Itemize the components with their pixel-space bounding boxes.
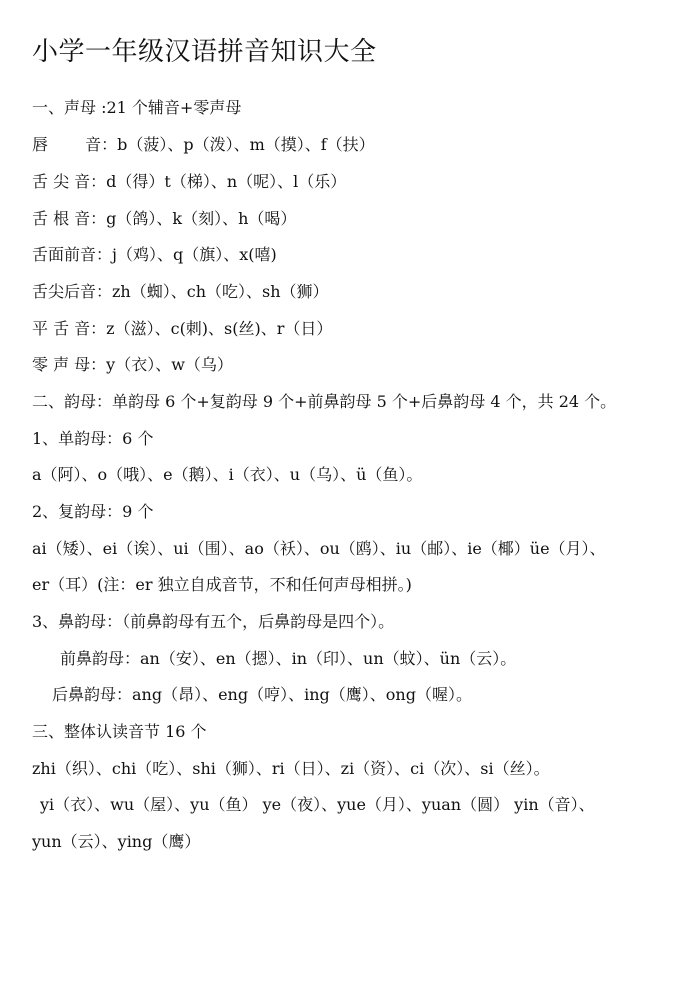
zhengti-line-2: yi（衣）、wu（屋）、yu（鱼） ye（夜）、yue（月）、yuan（圆） yin（音）、 [40,795,595,814]
shengmu-line-flat-tongue: 平 舌 音：z（滋）、c(刺)、s(丝)、r（日） [32,319,333,338]
qian-bi-yunmu-line: 前鼻韵母：an（安）、en（摁）、in（印）、un（蚊）、ün（云）。 [60,649,517,668]
dan-yunmu-line: a（阿）、o（哦）、e（鹅）、i（衣）、u（乌）、ü（鱼）。 [32,465,423,484]
zhengti-line-3: yun（云）、ying（鹰） [32,832,201,851]
shengmu-heading: 一、声母 :21 个辅音+零声母 [32,98,242,117]
bi-yunmu-heading: 3、鼻韵母：（前鼻韵母有五个，后鼻韵母是四个）。 [32,612,395,631]
shengmu-line-zero-initial: 零 声 母：y（衣）、w（乌） [32,355,233,374]
shengmu-line-tongue-root: 舌 根 音：g（鸽）、k（刻）、h（喝） [32,209,297,228]
shengmu-line-tongue-front: 舌面前音：j（鸡）、q（旗）、x(嘻) [32,245,277,264]
zhengti-line-1: zhi（织）、chi（吃）、shi（狮）、ri（日）、zi（资）、ci（次）、si（丝）。 [32,759,550,778]
shengmu-line-lip: 唇 音：b（菠）、p（泼）、m（摸）、f（扶） [32,135,375,154]
yunmu-heading: 二、韵母：单韵母 6 个+复韵母 9 个+前鼻韵母 5 个+后鼻韵母 4 个，共 24 个。 [32,392,617,411]
hou-bi-yunmu-line: 后鼻韵母：ang（昂）、eng（哼）、ing（鹰）、ong（喔）。 [52,685,472,704]
page-title: 小学一年级汉语拼音知识大全 [32,37,377,67]
shengmu-line-tongue-tip: 舌 尖 音：d（得）t（梯）、n（呢）、l（乐） [32,172,347,191]
zhengti-heading: 三、整体认读音节 16 个 [32,722,207,741]
fu-yunmu-line-2: er（耳）(注：er 独立自成音节，不和任何声母相拼。) [32,575,412,594]
fu-yunmu-heading: 2、复韵母：9 个 [32,502,154,521]
shengmu-line-retroflex: 舌尖后音：zh（蜘）、ch（吃）、sh（狮） [32,282,329,301]
fu-yunmu-line-1: ai（矮）、ei（诶）、ui（围）、ao（袄）、ou（鸥）、iu（邮）、ie（椰）üe（月）、 [32,539,606,558]
dan-yunmu-heading: 1、单韵母：6 个 [32,429,154,448]
